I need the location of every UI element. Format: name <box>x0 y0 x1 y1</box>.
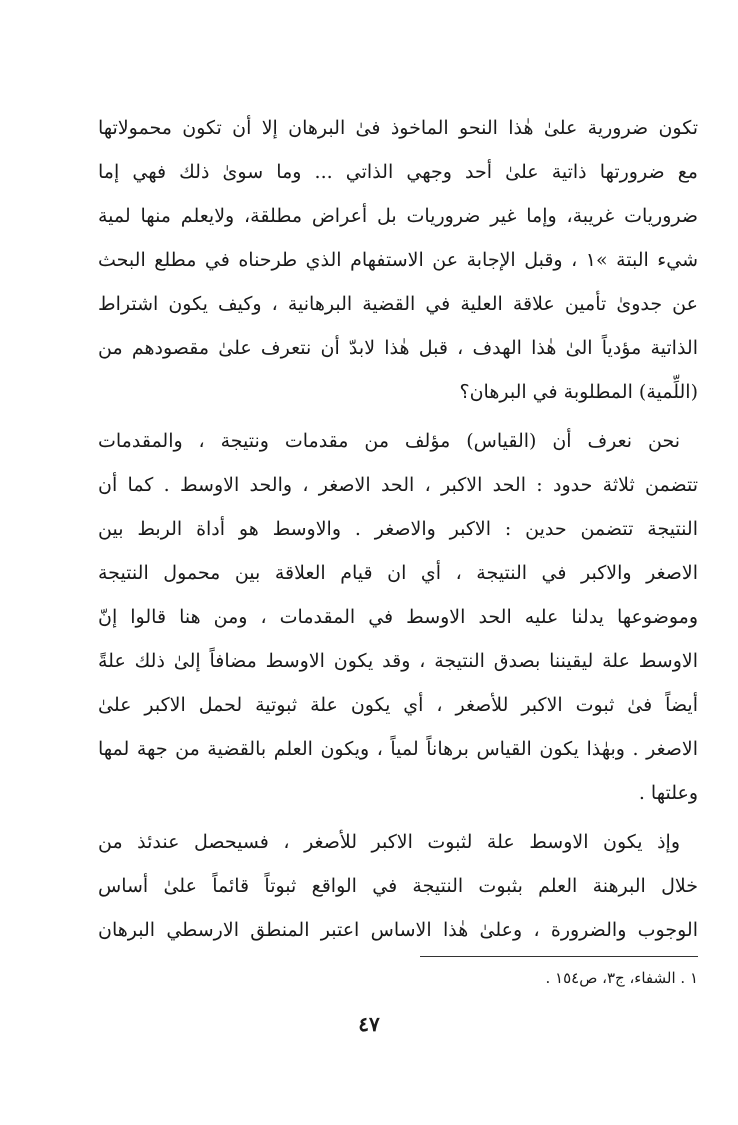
body-line-18: خلال البرهنة العلم بثبوت النتيجة في الواقع ثبوتاً قائماً علىٰ أساس <box>98 875 698 897</box>
body-line-15: الاصغر . وبهٰذا يكون القياس برهاناً لمياً ، ويكون العلم بالقضية من جهة لمها <box>98 738 698 760</box>
body-line-8: نحن نعرف أن (القياس) مؤلف من مقدمات ونتيجة ، والمقدمات <box>98 430 680 452</box>
body-line-17: وإذ يكون الاوسط علة لثبوت الاكبر للأصغر ، فسيحصل عندئذ من <box>98 831 680 853</box>
page-number: ٤٧ <box>358 1012 380 1036</box>
body-line-12: وموضوعها يدلنا عليه الحد الاوسط في المقدمات ، ومن هنا قالوا إنّ <box>98 606 698 628</box>
footnote-divider <box>420 956 698 957</box>
body-line-10: النتيجة تتضمن حدين : الاكبر والاصغر . والاوسط هو أداة الربط بين <box>98 518 698 540</box>
body-line-19: الوجوب والضرورة ، وعلىٰ هٰذا الاساس اعتبر المنطق الارسطي البرهان <box>98 919 698 941</box>
body-line-2: مع ضرورتها ذاتية علىٰ أحد وجهي الذاتي ... وما سوىٰ ذلك فهي إما <box>98 161 698 183</box>
body-line-7: (اللِّمية) المطلوبة في البرهان؟ <box>459 381 698 403</box>
body-line-5: عن جدوىٰ تأمين علاقة العلية في القضية البرهانية ، وكيف يكون اشتراط <box>98 293 698 315</box>
footnote: ١ . الشفاء، ج٣، ص١٥٤ . <box>545 969 698 987</box>
body-line-14: أيضاً فىٰ ثبوت الاكبر للأصغر ، أي يكون علة ثبوتية لحمل الاكبر علىٰ <box>98 694 698 716</box>
body-line-13: الاوسط علة ليقيننا بصدق النتيجة ، وقد يكون الاوسط مضافاً إلىٰ ذلك علةً <box>98 650 698 672</box>
body-line-3: ضروريات غريبة، وإما غير ضروريات بل أعراض مطلقة، ولايعلم منها لمية <box>98 205 698 227</box>
body-line-11: الاصغر والاكبر في النتيجة ، أي ان قيام العلاقة بين محمول النتيجة <box>98 562 698 584</box>
body-line-6: الذاتية مؤدياً الىٰ هٰذا الهدف ، قبل هٰذا لابدّ أن نتعرف علىٰ مقصودهم من <box>98 337 698 359</box>
body-line-16: وعلتها . <box>638 782 698 804</box>
body-line-1: تكون ضرورية علىٰ هٰذا النحو الماخوذ فىٰ البرهان إلا أن تكون محمولاتها <box>98 117 698 139</box>
body-line-4: شيء البتة »١ ، وقبل الإجابة عن الاستفهام الذي طرحناه في مطلع البحث <box>98 249 698 271</box>
body-line-9: تتضمن ثلاثة حدود : الحد الاكبر ، الحد الاصغر ، والحد الاوسط . كما أن <box>98 474 698 496</box>
